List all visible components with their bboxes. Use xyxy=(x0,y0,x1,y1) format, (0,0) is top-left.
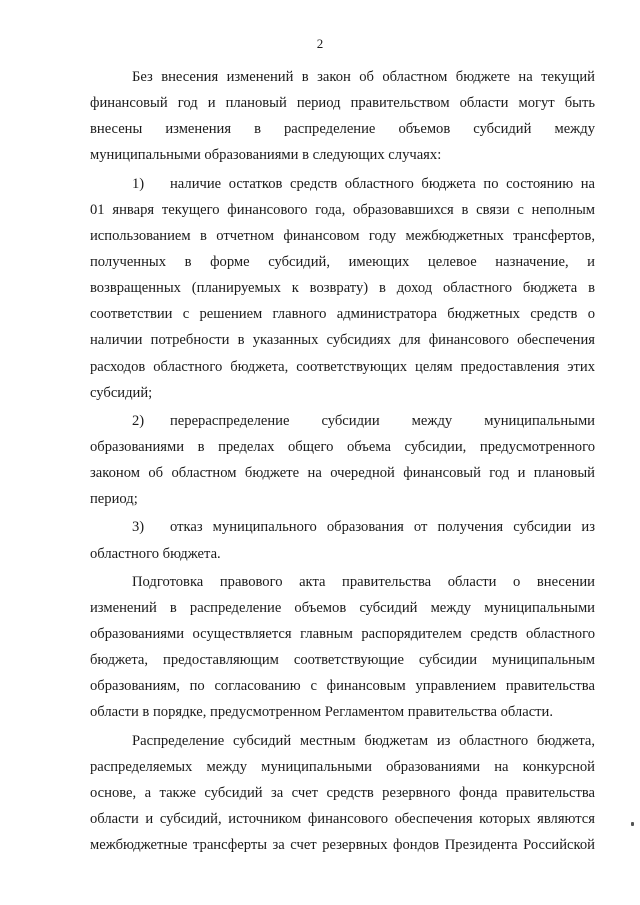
text-line: Подготовка правового акта правительства области о внесении xyxy=(132,573,595,590)
text-line: распределяемых между муниципальными образованиями на конкурсной xyxy=(90,758,595,775)
list-number: 1) xyxy=(132,175,145,192)
text-line: образованиями осуществляется главным распорядителем средств областного xyxy=(90,625,595,642)
text-line: наличии потребности в указанных субсидиях для финансового обеспечения xyxy=(90,332,595,349)
text-line: полученных в форме субсидий, имеющих целевое назначение, и xyxy=(90,253,595,270)
list-line xyxy=(90,408,595,434)
text-line: 01 января текущего финансового года, образовавшихся в связи с неполным xyxy=(90,201,595,218)
paragraph-distribution xyxy=(90,728,595,859)
text-line: возвращенных (планируемых к возврату) в доход областного бюджета в xyxy=(90,280,595,297)
page-number: 2 xyxy=(316,36,324,51)
list-number: 2) xyxy=(132,412,145,429)
list-number: 3) xyxy=(132,519,145,536)
scan-artifact xyxy=(631,822,634,826)
text-line: муниципальными образованиями в следующих случаях: xyxy=(90,147,442,164)
paragraph-preparation xyxy=(90,569,595,726)
text-line: перераспределение субсидии между муниципальными xyxy=(170,412,595,429)
list-line xyxy=(90,514,595,540)
text-line: расходов областного бюджета, соответствующих целям предоставления этих xyxy=(90,358,595,375)
document-body xyxy=(90,64,595,858)
text-line: Без внесения изменений в закон об областном бюджете на текущий xyxy=(132,69,595,85)
text-line: области в порядке, предусмотренном Регламентом правительства области. xyxy=(90,704,554,721)
text-line: финансовый год и плановый период правительством области могут быть xyxy=(90,95,595,112)
text-line: соответствии с решением главного администратора бюджетных средств о xyxy=(90,306,595,323)
text-line: межбюджетные трансферты за счет резервных фондов Президента Российской xyxy=(90,837,595,854)
text-line: образованиям, по согласованию с финансовым управлением правительства xyxy=(90,678,595,695)
text-line: изменений в распределение объемов субсидий между муниципальными xyxy=(90,599,595,616)
text-line: использованием в отчетном финансовом году межбюджетных трансфертов, xyxy=(90,227,595,244)
text-line: субсидий; xyxy=(90,384,153,401)
text-line: период; xyxy=(90,491,138,508)
list-item-2 xyxy=(90,408,595,513)
text-line: областного бюджета. xyxy=(90,545,221,562)
text-line: законом об областном бюджете на очередной финансовый год и плановый xyxy=(90,465,595,482)
text-line: внесены изменения в распределение объемов субсидий между xyxy=(90,121,595,138)
paragraph-intro xyxy=(90,64,595,169)
text-line: Распределение субсидий местным бюджетам из областного бюджета, xyxy=(132,732,595,749)
text-line: области и субсидий, источником финансового обеспечения которых являются xyxy=(90,810,595,827)
text-line: бюджета, предоставляющим соответствующие субсидии муниципальным xyxy=(90,652,595,669)
list-item-3 xyxy=(90,514,595,566)
text-line: основе, а также субсидий за счет средств резервного фонда правительства xyxy=(90,784,595,801)
text-line: наличие остатков средств областного бюджета по состоянию на xyxy=(170,175,595,192)
text-line: отказ муниципального образования от получения субсидии из xyxy=(170,519,595,536)
list-item-1 xyxy=(90,171,595,406)
text-line: образованиями в пределах общего объема субсидии, предусмотренного xyxy=(90,438,595,455)
list-line xyxy=(90,171,595,197)
